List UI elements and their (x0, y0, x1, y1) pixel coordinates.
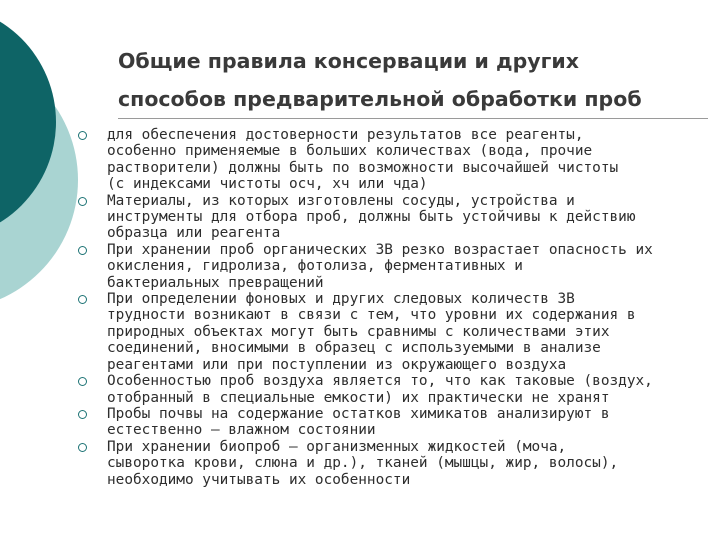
hollow-circle-icon (78, 197, 87, 206)
bullet-item (78, 242, 714, 291)
bullet-item (78, 373, 714, 406)
bullet-text-line: Пробы почвы на содержание остатков химикатов анализируют в (107, 405, 610, 422)
bullet-text-line: трудности возникают в связи с тем, что уровни их содержания в (107, 307, 636, 324)
bullet-text-line: окисления, гидролиза, фотолиза, ферментативных и (107, 258, 523, 275)
hollow-circle-icon (78, 410, 87, 419)
bullet-text-line: естественно – влажном состоянии (107, 422, 376, 439)
bullet-list (78, 127, 714, 488)
slide-title-line: способов предварительной обработки проб (118, 87, 642, 111)
bullet-item (78, 406, 714, 439)
bullet-item (78, 291, 714, 373)
hollow-circle-icon (78, 443, 87, 452)
bullet-text-line: растворители) должны быть по возможности высочайшей чистоты (107, 159, 619, 176)
title-divider (118, 118, 708, 119)
bullet-text-line: соединений, вносимыми в образец с используемыми в анализе (107, 340, 601, 357)
bullet-text-line: При хранении проб органических ЗВ резко возрастает опасность их (107, 241, 653, 258)
bullet-text-line: реагентами или при поступлении из окружающего воздуха (107, 356, 567, 373)
bullet-text-line: для обеспечения достоверности результатов все реагенты, (107, 127, 584, 143)
slide-title-line: Общие правила консервации и других (118, 49, 579, 73)
bullet-item (78, 127, 714, 193)
bullet-text-line: сыворотка крови, слюна и др.), тканей (мышцы, жир, волосы), (107, 455, 619, 472)
bullet-text-line: природных объектах могут быть сравнимы с количествами этих (107, 323, 610, 340)
hollow-circle-icon (78, 131, 87, 140)
bullet-text-line: Особенностью проб воздуха является то, что как таковые (воздух, (107, 373, 653, 390)
slide-title (118, 42, 708, 118)
bullet-text-line: Материалы, из которых изготовлены сосуды, устройства и (107, 192, 575, 209)
bullet-text-line: необходимо учитывать их особенности (107, 471, 411, 488)
hollow-circle-icon (78, 295, 87, 304)
bullet-text-line: инструменты для отбора проб, должны быть устойчивы к действию (107, 209, 636, 226)
bullet-text-line: бактериальных превращений (107, 274, 324, 291)
hollow-circle-icon (78, 246, 87, 255)
bullet-text-line: особенно применяемые в больших количествах (вода, прочие (107, 143, 593, 160)
bullet-text-line: При определении фоновых и других следовых количеств ЗВ (107, 291, 575, 308)
bullet-item (78, 439, 714, 488)
bullet-text-line: отобранный в специальные емкости) их практически не хранят (107, 389, 610, 406)
bullet-text-line: (с индексами чистоты осч, хч или чда) (107, 176, 428, 193)
bullet-text-line: образца или реагента (107, 225, 281, 242)
bullet-item (78, 193, 714, 242)
hollow-circle-icon (78, 377, 87, 386)
bullet-text-line: При хранении биопроб – организменных жидкостей (моча, (107, 438, 567, 455)
